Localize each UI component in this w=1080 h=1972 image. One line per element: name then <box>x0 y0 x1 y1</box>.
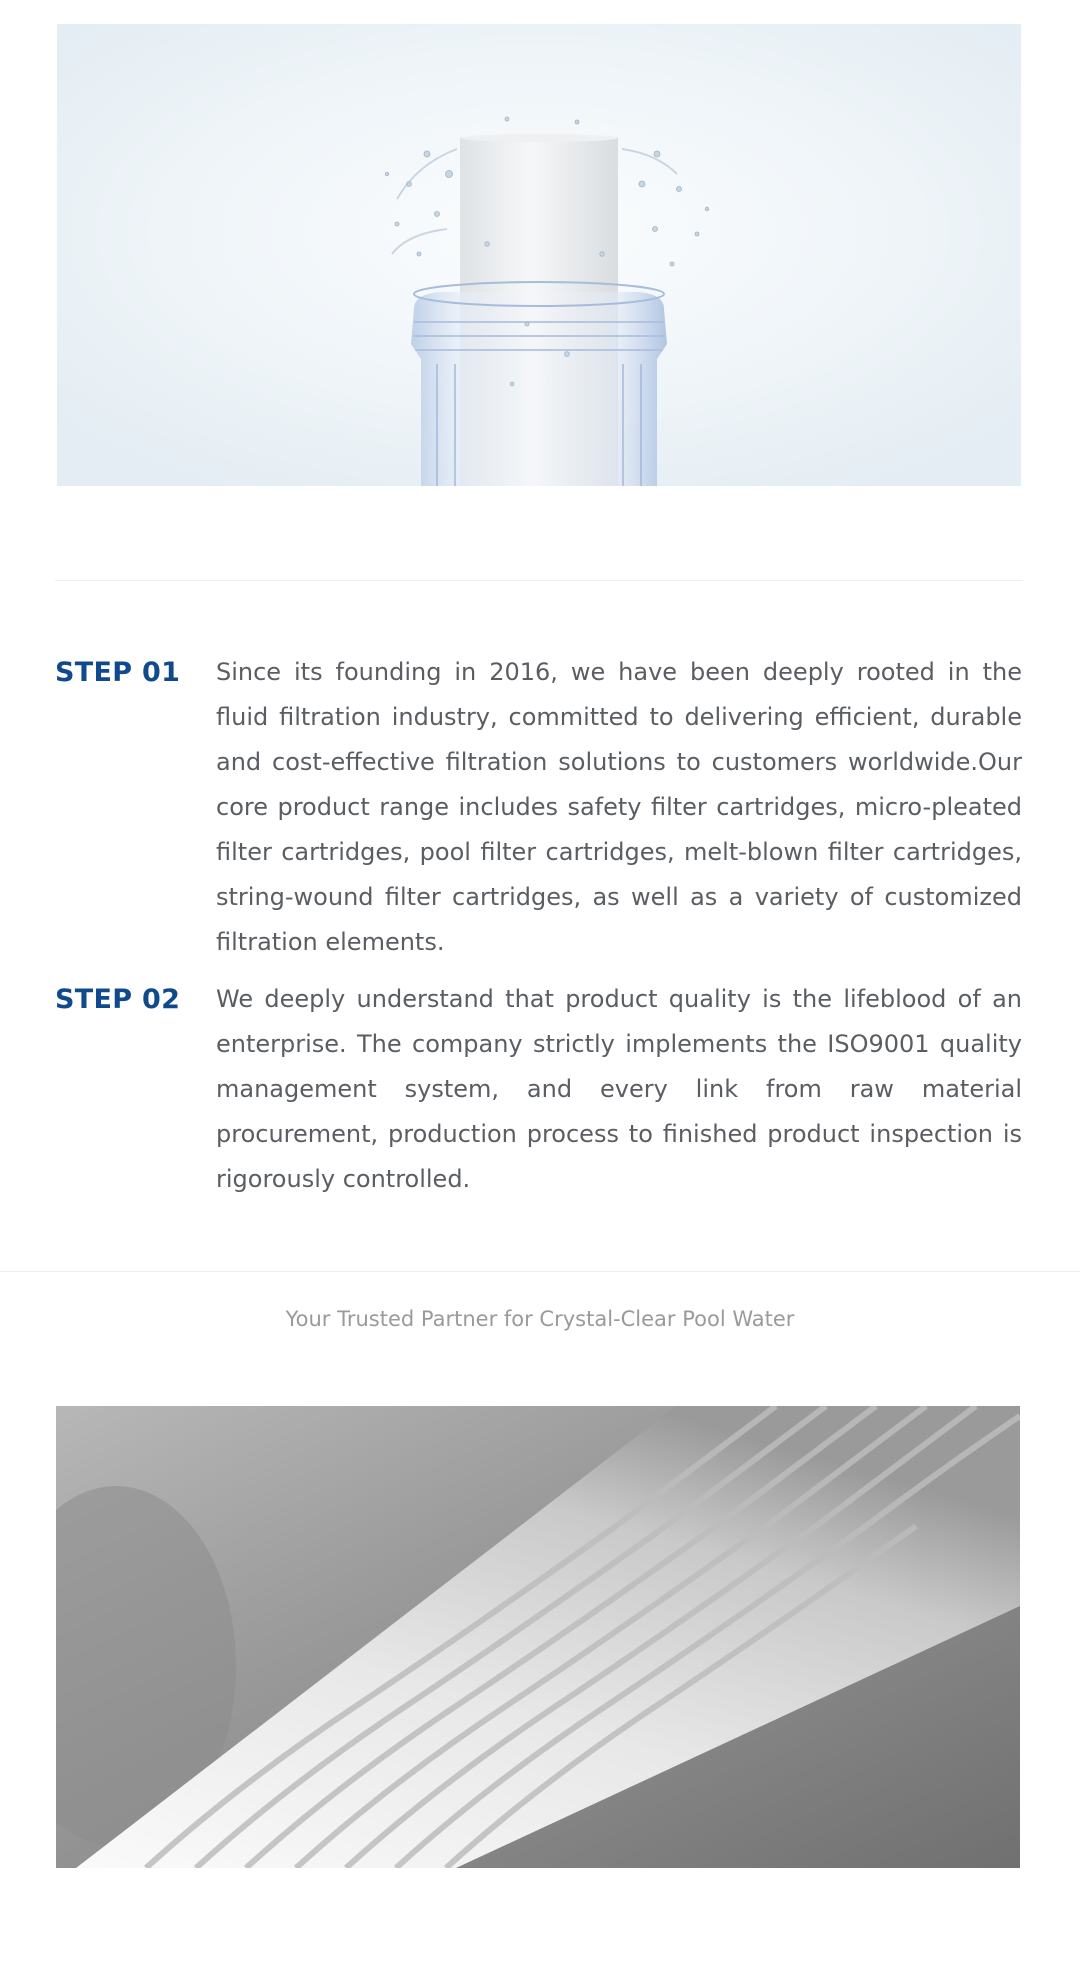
step-item <box>55 977 1022 1202</box>
step-item <box>55 650 1022 965</box>
section-divider <box>0 1271 1080 1272</box>
step-description: We deeply understand that product quality is the lifeblood of an enterprise. The company strictly implements the ISO9001 quality management system, and every link from raw material procurement, production process to finished product inspection is rigorously controlled. <box>216 985 1022 1193</box>
step-label: STEP 01 <box>55 657 181 688</box>
section-divider <box>55 580 1023 581</box>
filter-texture-image <box>56 1406 1020 1868</box>
step-description: Since its founding in 2016, we have been deeply rooted in the fluid filtration industry, committed to delivering efficient, durable and cost-effective filtration solutions to customers worldwide.Our core product range includes safety filter cartridges, micro-pleated filter cartridges, pool filter cartridges, melt-blown filter cartridges, string-wound filter cartridges, as well as a variety of customized filtration elements. <box>216 658 1022 956</box>
steps-section <box>55 650 1022 1202</box>
step-label: STEP 02 <box>55 984 181 1015</box>
hero-filter-image <box>57 24 1021 486</box>
tagline: Your Trusted Partner for Crystal-Clear Pool Water <box>285 1307 795 1331</box>
